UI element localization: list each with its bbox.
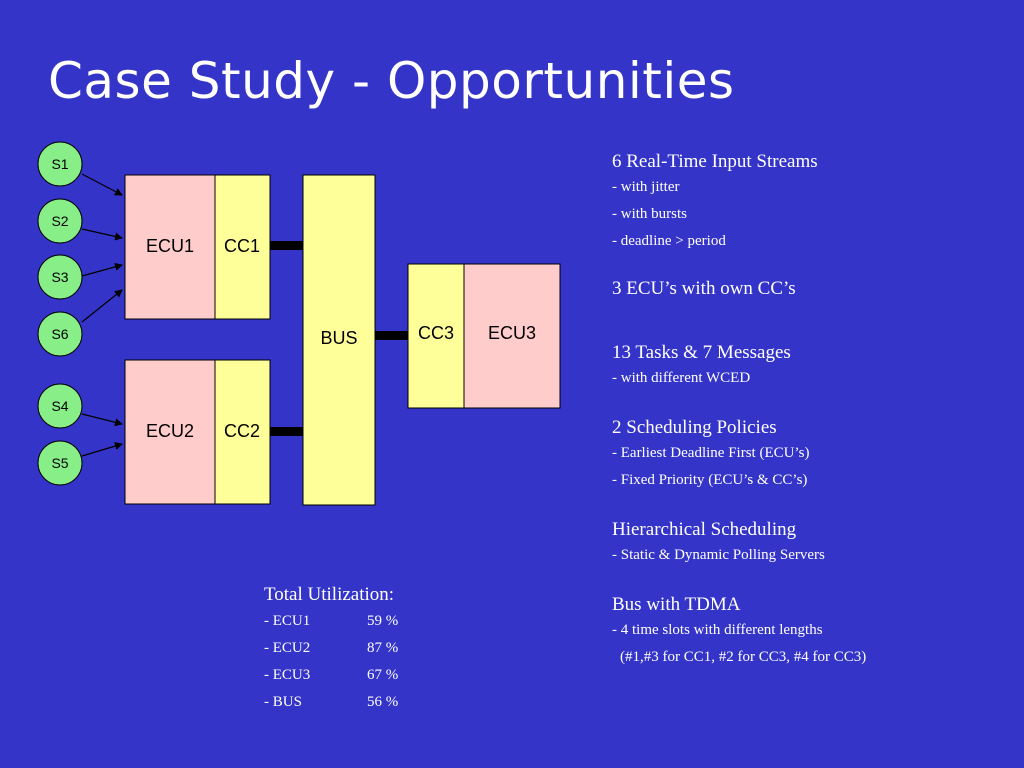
list-item: - with bursts [612, 206, 687, 222]
arrow-s5 [82, 444, 122, 456]
row-label: - BUS [264, 694, 302, 710]
row-value: 87 % [367, 640, 399, 656]
sensor-label: S1 [51, 156, 69, 172]
arrow-s3 [82, 265, 122, 276]
arrow-s6 [82, 290, 122, 322]
hierarchical-heading: Hierarchical Scheduling [612, 519, 797, 540]
utilization-heading: Total Utilization: [264, 584, 395, 605]
arrow-s2 [82, 229, 122, 238]
ecu1-label: ECU1 [145, 236, 195, 256]
sensor-s5 [38, 441, 82, 485]
cc1-label: CC1 [223, 236, 261, 256]
cc2-label: CC2 [223, 421, 261, 441]
cc1-bus-connector [270, 241, 303, 250]
slide-title: Case Study - Opportunities [48, 52, 735, 110]
sensor-s6 [38, 312, 82, 356]
cc2-bus-connector [270, 427, 303, 436]
list-item: - with different WCED [612, 370, 751, 386]
list-item: - 4 time slots with different lengths [612, 622, 823, 638]
sensor-s3 [38, 255, 82, 299]
sensor-label: S5 [51, 455, 69, 471]
arrow-s1 [82, 174, 122, 195]
list-item: - with jitter [612, 179, 680, 195]
row-label: - ECU1 [264, 613, 311, 629]
policies-heading: 2 Scheduling Policies [612, 417, 777, 438]
row-value: 59 % [367, 613, 399, 629]
sensor-label: S6 [51, 326, 69, 342]
properties-list [612, 150, 1012, 671]
row-value: 56 % [367, 694, 399, 710]
list-item: (#1,#3 for CC1, #2 for CC3, #4 for CC3) [620, 649, 867, 665]
row-value: 67 % [367, 667, 399, 683]
ecu3-label: ECU3 [487, 323, 537, 343]
sensor-label: S3 [51, 269, 69, 285]
list-item: - deadline > period [612, 233, 726, 249]
row-label: - ECU3 [264, 667, 311, 683]
table-row [264, 608, 484, 635]
list-item: - Static & Dynamic Polling Servers [612, 547, 825, 563]
list-item: - Fixed Priority (ECU’s & CC’s) [612, 472, 808, 488]
sensor-label: S2 [51, 213, 69, 229]
utilization-table [264, 582, 484, 716]
sensor-s1 [38, 142, 82, 186]
row-label: - ECU2 [264, 640, 311, 656]
sensor-s4 [38, 384, 82, 428]
ecus-heading: 3 ECU’s with own CC’s [612, 278, 796, 299]
sensor-label: S4 [51, 398, 69, 414]
ecu2-label: ECU2 [145, 421, 195, 441]
bus-label: BUS [320, 328, 358, 348]
streams-heading: 6 Real-Time Input Streams [612, 151, 818, 172]
table-row [264, 662, 484, 689]
table-row [264, 635, 484, 662]
sensor-s2 [38, 199, 82, 243]
table-row [264, 689, 484, 716]
arrow-s4 [82, 414, 122, 424]
list-item: - Earliest Deadline First (ECU’s) [612, 445, 810, 461]
bus-heading: Bus with TDMA [612, 594, 741, 615]
bus-cc3-connector [375, 331, 408, 340]
tasks-heading: 13 Tasks & 7 Messages [612, 342, 791, 363]
cc3-label: CC3 [417, 323, 455, 343]
